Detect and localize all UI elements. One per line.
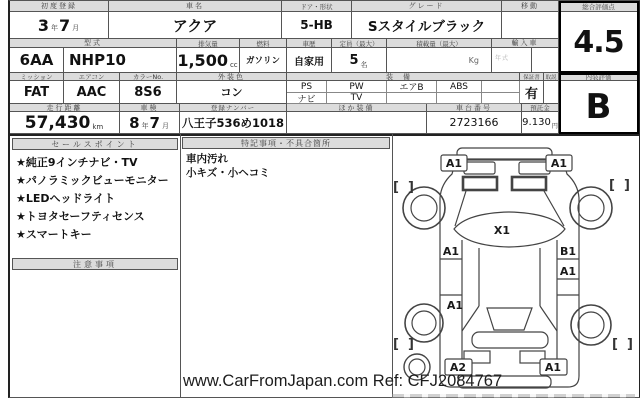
history-value: 自家用 bbox=[287, 48, 332, 73]
sales-points-list bbox=[16, 154, 178, 244]
reg-number-header: 登録ナンバー bbox=[180, 104, 287, 112]
mileage-number: 57,430 bbox=[24, 112, 91, 133]
capacity-unit: 名 bbox=[360, 61, 368, 69]
right-headlight bbox=[519, 162, 550, 174]
model-prefix-value: 6AA bbox=[10, 48, 64, 73]
chassis-no-value: 2723166 bbox=[427, 112, 522, 134]
grade-header: グレード bbox=[352, 1, 502, 12]
equip-navi: ナビ bbox=[287, 93, 327, 104]
list-item: ★LEDヘッドライト bbox=[16, 192, 116, 205]
cutoff-text-strip bbox=[392, 394, 635, 398]
equip-tv: TV bbox=[327, 93, 387, 104]
manual-value-empty bbox=[544, 81, 559, 104]
rear-left-rim bbox=[412, 311, 436, 335]
deposit-header: 預託金 bbox=[522, 104, 559, 112]
mark-right-front-door: B1 bbox=[559, 245, 577, 258]
car-damage-diagram bbox=[392, 136, 639, 397]
rear-right-tire bbox=[571, 305, 611, 345]
left-door-dividers bbox=[440, 259, 462, 295]
mark-front-right: A1 bbox=[550, 157, 568, 170]
import-note: 年式 bbox=[495, 55, 510, 62]
load-unit: Kg bbox=[468, 55, 479, 65]
fuel-value: ガソリン bbox=[240, 48, 287, 73]
list-item: ★トヨタセーフティセンス bbox=[16, 210, 145, 223]
capacity-number: 5 bbox=[349, 52, 359, 68]
front-left-rim bbox=[411, 195, 437, 221]
mileage-header: 走行距離 bbox=[10, 104, 120, 112]
a-pillars bbox=[455, 191, 564, 226]
interior-grade-value: B bbox=[559, 81, 639, 134]
reg-month-unit: 月 bbox=[72, 24, 80, 32]
chassis-no-header: 車台番号 bbox=[427, 104, 522, 112]
car-name-header: 車名 bbox=[109, 1, 282, 12]
mark-rear-left: A2 bbox=[449, 361, 467, 374]
equip-airbag: エアB bbox=[387, 81, 437, 93]
reg-number-value: 八王子536め1018 bbox=[180, 112, 287, 134]
model-code-header: 型式 bbox=[10, 39, 177, 48]
mileage-value bbox=[10, 112, 120, 134]
list-item: 小キズ・小ヘコミ bbox=[186, 167, 270, 179]
displacement-number: 1,500 bbox=[177, 50, 228, 70]
exterior-color-value: コン bbox=[177, 81, 287, 104]
remarks-list bbox=[186, 152, 386, 180]
mark-windshield: X1 bbox=[493, 224, 511, 237]
grade-value: Sスタイルブラック bbox=[352, 12, 502, 39]
bracket-bottom-left-open: [ bbox=[393, 337, 399, 352]
mark-left-rear-quarter: A1 bbox=[446, 299, 464, 312]
deposit-number: 9.130 bbox=[522, 117, 551, 128]
load-value bbox=[387, 48, 492, 73]
displacement-value bbox=[177, 48, 240, 73]
list-item: 車内汚れ bbox=[186, 153, 228, 165]
deposit-value bbox=[522, 112, 559, 134]
manual-header: 取説 bbox=[544, 73, 559, 81]
history-header: 車歴 bbox=[287, 39, 332, 48]
reg-month: 7 bbox=[59, 15, 71, 35]
door-shape-value: 5-HB bbox=[282, 12, 352, 39]
front-bumper bbox=[457, 148, 552, 159]
move-value-empty bbox=[502, 12, 559, 39]
load-header: 積載量（最大） bbox=[387, 39, 492, 48]
mark-front-left: A1 bbox=[445, 157, 463, 170]
equip-abs: ABS bbox=[437, 81, 482, 93]
aircon-value: AAC bbox=[64, 81, 120, 104]
bracket-top-left-open: [ bbox=[393, 180, 399, 195]
bracket-bottom-left-close: ] bbox=[408, 337, 414, 352]
bracket-bottom-right-close: ] bbox=[627, 337, 633, 352]
other-equipment-header: ほか装備 bbox=[287, 104, 427, 112]
first-registration-value bbox=[10, 12, 109, 39]
mileage-unit: km bbox=[92, 123, 104, 131]
door-shape-header: ドア・形状 bbox=[282, 1, 352, 12]
move-header: 移動 bbox=[502, 1, 559, 12]
color-no-value: 8S6 bbox=[120, 81, 177, 104]
capacity-header: 定員（最大） bbox=[332, 39, 387, 48]
c-pillars bbox=[462, 306, 557, 331]
mark-rear-right: A1 bbox=[544, 361, 562, 374]
left-headlight bbox=[464, 162, 495, 174]
auction-sheet bbox=[8, 0, 640, 398]
equipment-header: 装備 bbox=[287, 73, 520, 81]
equip-empty-2 bbox=[387, 93, 437, 104]
interior-grade-header: 内装評価 bbox=[559, 73, 639, 81]
transmission-value: FAT bbox=[10, 81, 64, 104]
sales-points-title: セールスポイント bbox=[12, 138, 178, 150]
inspection-year-unit: 年 bbox=[141, 121, 149, 130]
mark-left-front-door: A1 bbox=[442, 245, 460, 258]
displacement-unit: cc bbox=[229, 61, 238, 69]
roof-lines bbox=[479, 248, 540, 306]
bracket-top-right-open: [ bbox=[609, 178, 615, 193]
inspection-month: 7 bbox=[149, 113, 160, 132]
aircon-header: エアコン bbox=[64, 73, 120, 81]
bracket-top-right-close: ] bbox=[624, 178, 630, 193]
rear-right-rim bbox=[578, 312, 604, 338]
cautions-title: 注意事項 bbox=[12, 258, 178, 270]
import-car-header: 輸入車 bbox=[492, 39, 559, 48]
car-name-value: アクア bbox=[109, 12, 282, 39]
inspection-header: 車検 bbox=[120, 104, 180, 112]
list-item: ★パノラミックビューモニター bbox=[16, 174, 169, 187]
bracket-bottom-right-open: [ bbox=[612, 337, 618, 352]
first-registration-header: 初度登録 bbox=[10, 1, 109, 12]
fuel-header: 燃料 bbox=[240, 39, 287, 48]
model-value: NHP10 bbox=[64, 48, 177, 73]
front-right-tire bbox=[570, 187, 612, 229]
inspection-month-unit: 月 bbox=[161, 121, 169, 130]
rear-deck bbox=[472, 332, 548, 348]
car-body-outline bbox=[440, 160, 579, 387]
equip-ps: PS bbox=[287, 81, 327, 93]
hood-right-block bbox=[512, 177, 546, 190]
inspection-value bbox=[120, 112, 180, 134]
bracket-top-left-close: ] bbox=[408, 180, 414, 195]
deposit-unit: 円 bbox=[551, 123, 558, 130]
other-equipment-empty bbox=[287, 112, 427, 134]
import-cell-2 bbox=[532, 48, 559, 73]
equip-empty-3 bbox=[437, 93, 482, 104]
equip-empty-4 bbox=[482, 93, 520, 104]
reg-year: 3 bbox=[37, 15, 49, 35]
watermark-text: www.CarFromJapan.com Ref: CFJ2084767 bbox=[183, 372, 503, 390]
left-column-divider bbox=[180, 134, 181, 397]
equip-empty-1 bbox=[482, 81, 520, 93]
inspection-year: 8 bbox=[129, 113, 140, 132]
front-right-rim bbox=[578, 195, 604, 221]
capacity-value bbox=[332, 48, 387, 73]
hood-left-block bbox=[463, 177, 497, 190]
mark-right-rear-door: A1 bbox=[559, 265, 577, 278]
overall-score-header: 総合評価点 bbox=[559, 1, 639, 12]
list-item: ★純正9インチナビ・TV bbox=[16, 156, 138, 169]
remarks-title: 特記事項・不具合箇所 bbox=[182, 137, 390, 149]
exterior-color-header: 外装色 bbox=[177, 73, 287, 81]
import-cell-1 bbox=[492, 48, 532, 73]
reg-year-unit: 年 bbox=[51, 24, 58, 32]
rear-window bbox=[487, 308, 532, 330]
equip-pw: PW bbox=[327, 81, 387, 93]
list-item: ★スマートキー bbox=[16, 228, 92, 241]
overall-score-value: 4.5 bbox=[559, 12, 639, 73]
warranty-header: 保証書 bbox=[520, 73, 544, 81]
color-no-header: カラーNo. bbox=[120, 73, 177, 81]
warranty-value: 有 bbox=[520, 81, 544, 104]
transmission-header: ミッション bbox=[10, 73, 64, 81]
displacement-header: 排気量 bbox=[177, 39, 240, 48]
